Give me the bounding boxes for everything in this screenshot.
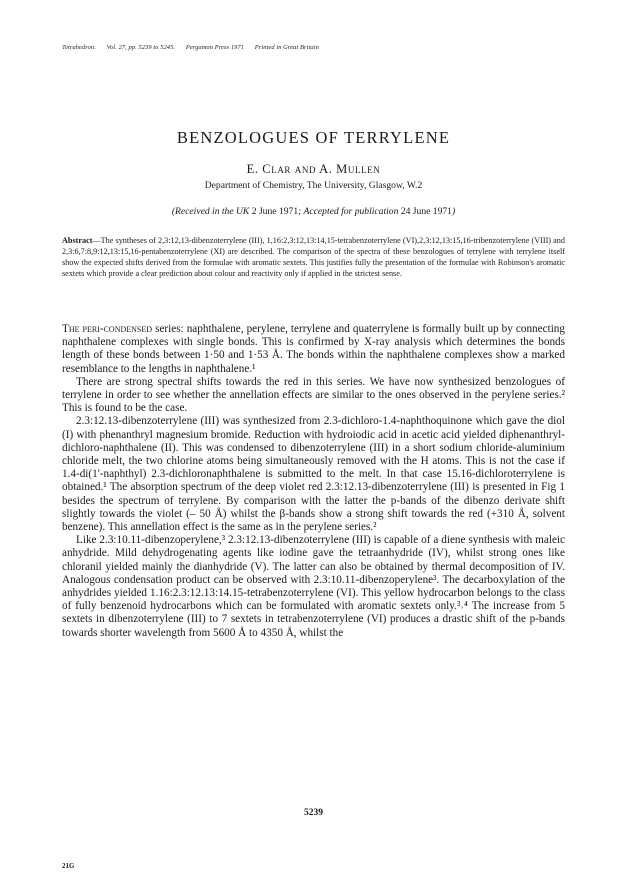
received-label: Received in the UK [175,206,250,217]
body-paragraph-4: Like 2.3:10.11-dibenzoperylene,³ 2.3:12.13-dibenzoterrylene (III) is capable of a diene synthesis with maleic anhydride. Mild dehydrogenating agents like iodine gave the tetraanhydride (IV), whilst strong ones like chloranil yielded mainly the dianhydride (V). The latter can also be obtained by thermal decomposition of IV. Analogous condensation product can be observed with 2.3:10.11-dibenzoperylene³. The decarboxylation of the anhydrides yielded 1.16:2.3:12.13:14.15-tetrabenzoterrylene (VI). This yellow hydrocarbon belongs to the class of fully benzenoid hydrocarbons which can be formulated with aromatic sextets only.³˒⁴ The increase from 5 sextets in dibenzoterrylene (III) to 7 sextets in tetrabenzoterrylene (VI) produces a drastic shift of the p-bands towards shorter wavelength from 5600 Å to 4350 Å, whilst the [62,534,565,639]
body-paragraph-1: The peri-condensed series: naphthalene, perylene, terrylene and quaterrylene is formally built up by connecting naphthalene complexes with single bonds. This is confirmed by X-ray analysis which determines the bonds length of these bonds between 1·50 and 1·53 Å. The bonds within the naphthalene complexes show a marked resemblance to the lengths in naphthalene.¹ [62,323,565,375]
publisher-info: Pergamon Press 1971 [185,44,245,51]
paragraph-lead: The peri-condensed [62,323,153,335]
volume-info: Vol. 27, pp. 5239 to 5245. [106,44,176,51]
body-paragraph-3: 2.3:12.13-dibenzoterrylene (III) was synthesized from 2.3-dichloro-1.4-naphthoquinone which gave the diol (I) with phenanthryl magnesium bromide. Reduction with hydroiodic acid in acetic acid yielded diphenanthryl-dichloro-naphthalene (II). This was condensed to dibenzoterrylene (III) in a short sodium chloride-aluminium chloride melt, the two chlorine atoms being simultaneously removed with the H atoms. This is not the case if 1.4-di(1'-naphthyl) 2.3-dichloronaphthalene is submitted to the melt. In that case 15.16-dichloroterrylene is obtained.¹ The absorption spectrum of the deep violet red 2.3:12.13-dibenzoterrylene (III) is presented in Fig 1 besides the spectrum of terrylene. By comparison with the latter the p-bands of the dibenzo derivate shift slightly towards the violet (– 50 Å) whilst the β-bands show a strong shift towards the red (+310 Å, solvent benzene). This annellation effect is the same as in the perylene series.² [62,415,565,534]
printed-info: Printed in Great Britain [254,44,319,51]
article-body [62,323,565,640]
accepted-label: ; Accepted for publication [298,206,399,217]
running-head [62,44,582,51]
abstract-label: Abstract [62,236,93,245]
author-affiliation: Department of Chemistry, The University, Glasgow, W.2 [204,180,423,191]
article-title: BENZOLOGUES OF TERRYLENE [176,128,451,147]
body-paragraph-2: There are strong spectral shifts towards the red in this series. We have now synthesized benzologues of terrylene in order to see whether the annellation effects are similar to the ones observed in the perylene series.² This is found to be the case. [62,375,565,415]
page-number: 5239 [304,808,323,818]
received-date: 2 June 1971 [251,206,299,217]
received-dates: (Received in the UK 2 June 1971; Accepted for publication 24 June 1971) [171,206,456,217]
article-authors: E. Clar and A. Mullen [246,162,381,176]
accepted-date: 24 June 1971 [400,206,452,217]
abstract [62,236,565,280]
signature-mark: 21G [62,862,75,870]
abstract-text: —The syntheses of 2,3:12,13-dibenzoterrylene (III), 1,16:2,3:12,13:14,15-tetrabenzoterrylene (VI),2,3:12,13:15,16-tribenzoterrylene (VIII) and 2,3:6,7:8,9:12,13:15,16-pentabenzoterrylene (XI) are described. The comparison of the spectra of these benzologues of terrylene with terrylene itself show the expected shifts derived from the formulae with aromatic sextets. This justifies fully the presentation of the formulae with Robinson's aromatic sextets which provide a clear prediction about colour and reactivity only if applied in the strictest sense. [62,236,565,278]
journal-name: Tetrahedron. [62,44,96,51]
